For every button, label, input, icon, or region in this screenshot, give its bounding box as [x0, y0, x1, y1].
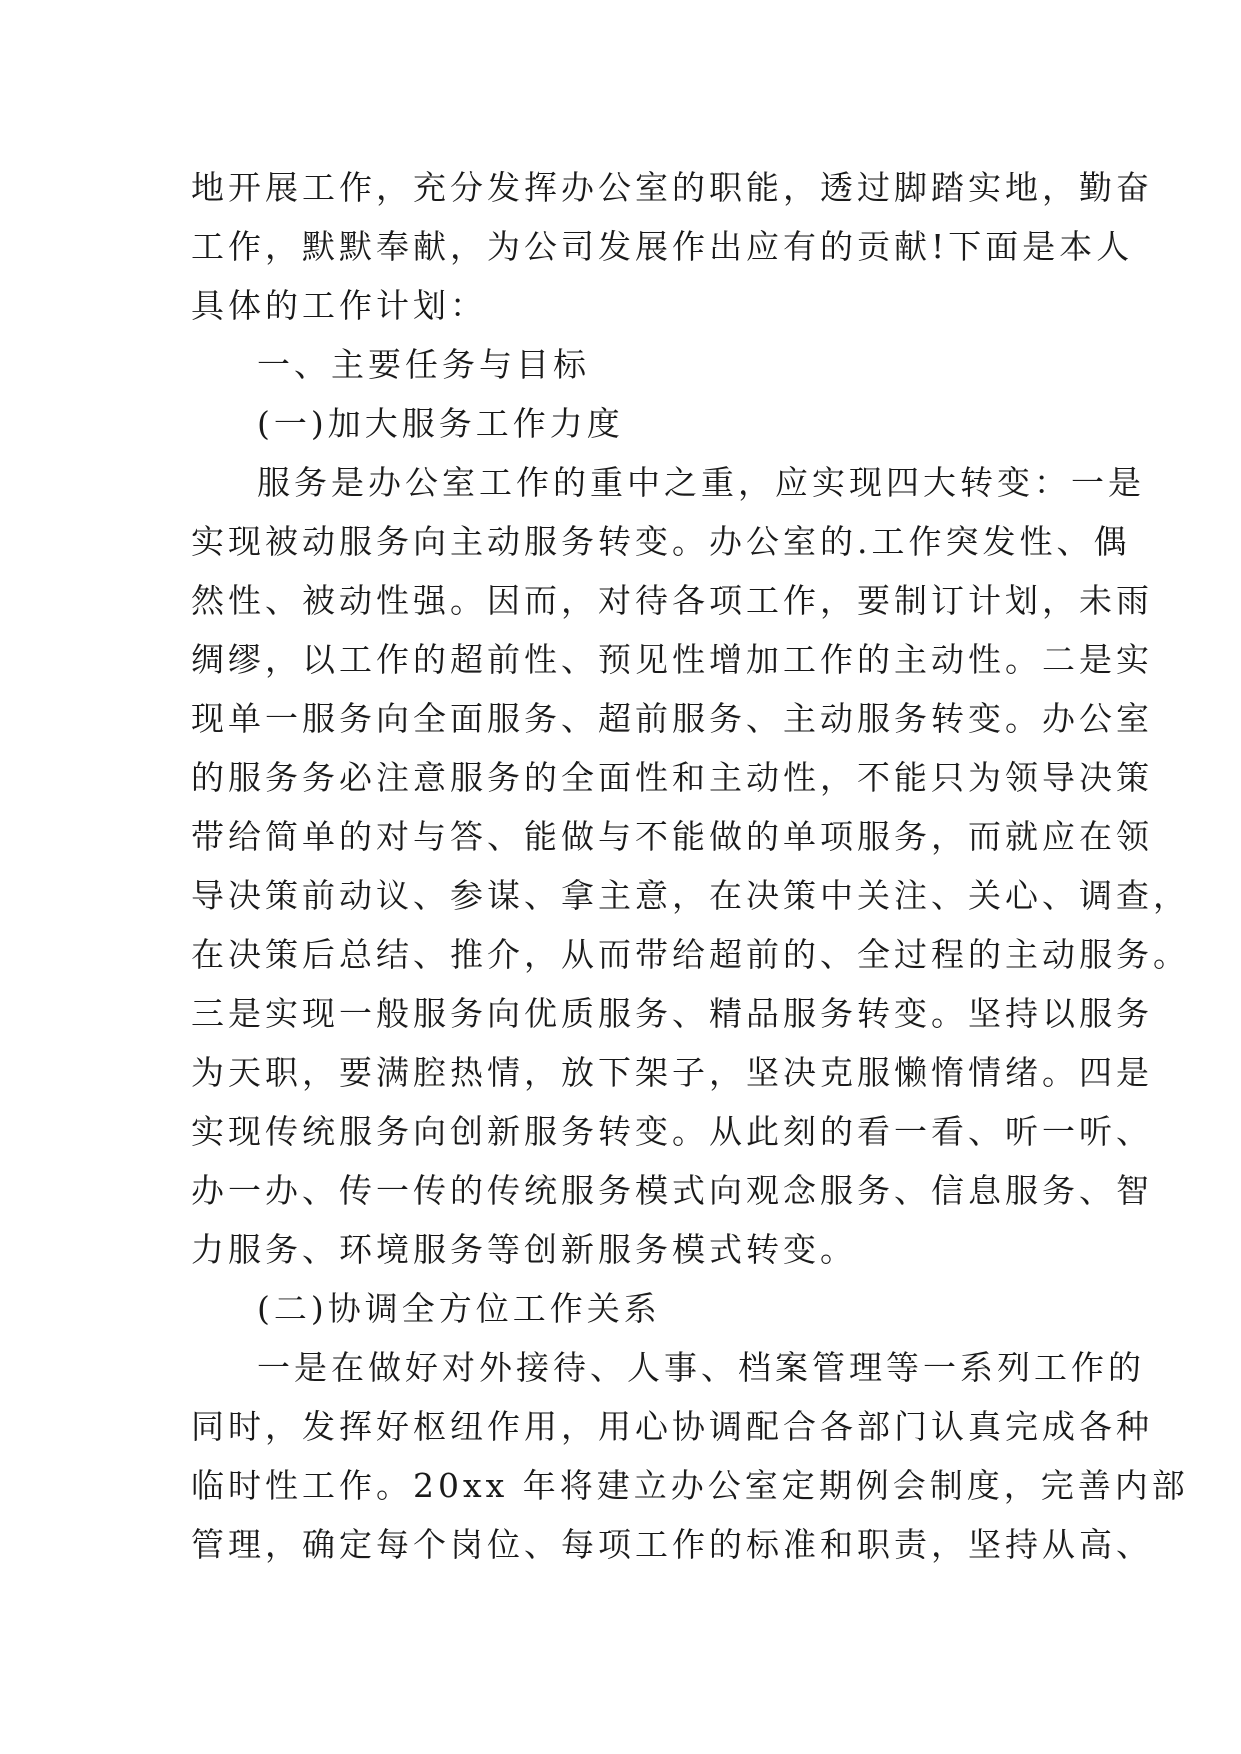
- text-line: 为天职，要满腔热情，放下架子，坚决克服懒惰情绪。四是: [191, 1053, 1153, 1092]
- text-line: 临时性工作。20xx 年将建立办公室定期例会制度，完善内部: [191, 1466, 1189, 1505]
- text-line: 的服务务必注意服务的全面性和主动性，不能只为领导决策: [191, 758, 1153, 797]
- text-line: 同时，发挥好枢纽作用，用心协调配合各部门认真完成各种: [191, 1407, 1153, 1446]
- section-heading: 一、主要任务与目标: [257, 345, 590, 384]
- text-line: 办一办、传一传的传统服务模式向观念服务、信息服务、智: [191, 1171, 1153, 1210]
- text-line: 三是实现一般服务向优质服务、精品服务转变。坚持以服务: [191, 994, 1153, 1033]
- text-line: 然性、被动性强。因而，对待各项工作，要制订计划，未雨: [191, 581, 1153, 620]
- text-line: 力服务、环境服务等创新服务模式转变。: [191, 1230, 857, 1269]
- paragraph-first-line: 服务是办公室工作的重中之重，应实现四大转变：一是: [257, 463, 1145, 502]
- text-line: 具体的工作计划：: [191, 286, 487, 325]
- paragraph-first-line: 一是在做好对外接待、人事、档案管理等一系列工作的: [257, 1348, 1145, 1387]
- subsection-heading: (二)协调全方位工作关系: [257, 1289, 661, 1328]
- text-line: 带给简单的对与答、能做与不能做的单项服务，而就应在领: [191, 817, 1153, 856]
- text-line: 在决策后总结、推介，从而带给超前的、全过程的主动服务。: [191, 935, 1190, 974]
- document-body: [191, 158, 1190, 1574]
- text-line: 管理，确定每个岗位、每项工作的标准和职责，坚持从高、: [191, 1525, 1153, 1564]
- text-line: 地开展工作，充分发挥办公室的职能，透过脚踏实地，勤奋: [191, 168, 1153, 207]
- text-line: 实现传统服务向创新服务转变。从此刻的看一看、听一听、: [191, 1112, 1153, 1151]
- text-line: 工作，默默奉献，为公司发展作出应有的贡献!下面是本人: [191, 227, 1134, 266]
- text-line: 导决策前动议、参谋、拿主意，在决策中关注、关心、调查，: [191, 876, 1190, 915]
- text-line: 绸缪，以工作的超前性、预见性增加工作的主动性。二是实: [191, 640, 1153, 679]
- subsection-heading: (一)加大服务工作力度: [257, 404, 624, 443]
- text-line: 实现被动服务向主动服务转变。办公室的.工作突发性、偶: [191, 522, 1131, 561]
- text-line: 现单一服务向全面服务、超前服务、主动服务转变。办公室: [191, 699, 1153, 738]
